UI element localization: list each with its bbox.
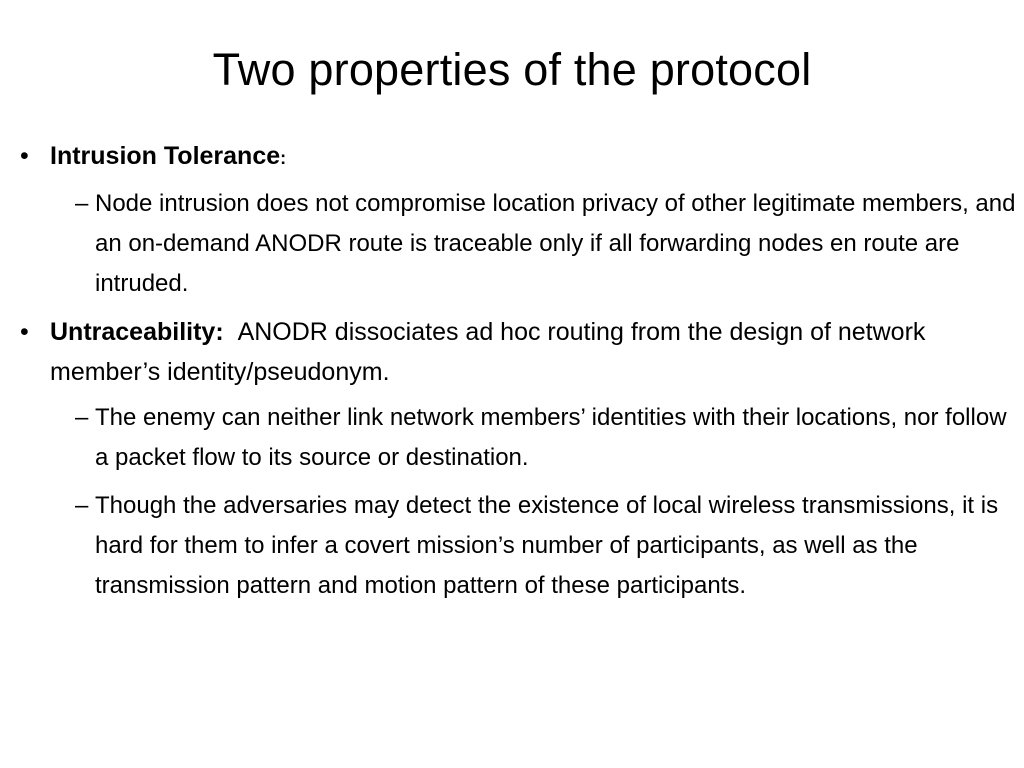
term-intrusion-tolerance: Intrusion Tolerance [50,142,281,170]
bullet-icon: • [20,142,29,170]
sub-bullet-text: Node intrusion does not compromise location privacy of other legitimate members, and an on-demand ANODR route is traceable only if all forwarding nodes en route are intruded. [95,190,1016,297]
dash-icon: – [75,404,89,431]
sub-bullet-item [75,398,1020,478]
slide-title: Two properties of the protocol [212,44,812,95]
dash-icon: – [75,492,89,519]
bullet-item-untraceability [20,312,1020,392]
bullet-text: ANODR dissociates ad hoc routing from the design of network member’s identity/pseudonym. [50,318,926,386]
dash-icon: – [75,190,89,217]
bullet-icon: • [20,318,29,346]
bullet-item-intrusion-tolerance [20,136,1020,178]
sub-bullet-item [75,184,1020,304]
term-untraceability: Untraceability: [50,318,224,346]
slide-body [20,136,1020,614]
sub-bullet-text: The enemy can neither link network members’ identities with their locations, nor follow a packet flow to its source or destination. [95,404,1007,471]
sub-bullet-item [75,486,1020,606]
term-suffix: : [280,148,287,168]
sub-bullet-text: Though the adversaries may detect the existence of local wireless transmissions, it is hard for them to infer a covert mission’s number of participants, as well as the transmission pattern and motion pattern of these participants. [95,492,999,599]
